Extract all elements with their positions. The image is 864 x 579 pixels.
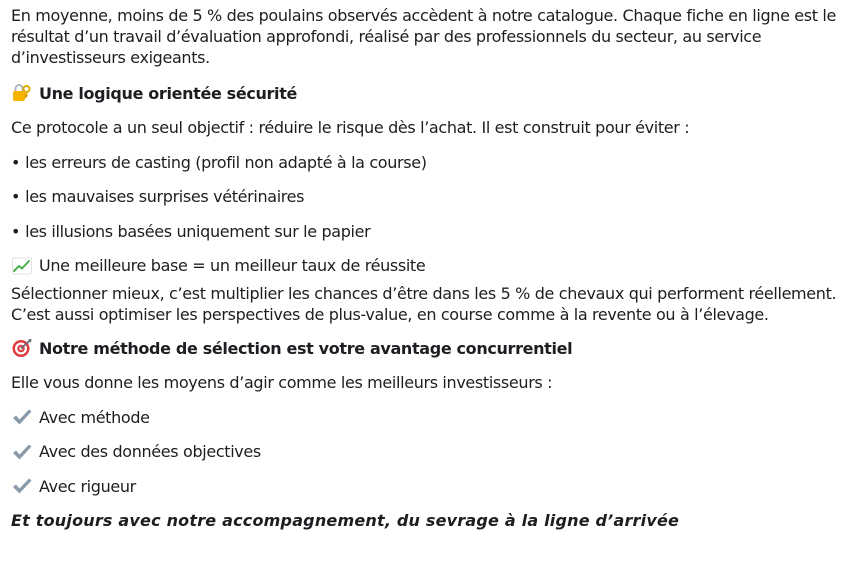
bullet: • — [11, 152, 21, 172]
list-item-text: les mauvaises surprises vétérinaires — [25, 187, 305, 207]
method-intro — [11, 366, 851, 401]
list-item-text: les illusions basées uniquement sur le papier — [25, 221, 371, 241]
success-line — [11, 249, 851, 284]
check-mark-icon — [11, 476, 33, 496]
check-item — [11, 435, 851, 470]
list-item — [11, 214, 851, 249]
bullet: • — [11, 221, 21, 241]
chart-increasing-icon — [11, 256, 33, 276]
security-intro-text: Ce protocole a un seul objectif : réduire le risque dès l’achat. Il est construit pour éviter : — [11, 118, 690, 138]
security-heading-line — [11, 76, 851, 111]
closing-text: Et toujours avec notre accompagnement, du sevrage à la ligne d’arrivée — [11, 511, 680, 531]
check-item-text: Avec rigueur — [39, 476, 136, 496]
post-body — [11, 5, 851, 538]
method-heading-line — [11, 331, 851, 366]
intro-paragraph: En moyenne, moins de 5 % des poulains observés accèdent à notre catalogue. Chaque fiche en ligne est le résultat d’un travail d’évaluation approfondi, réalisé par des professionnels du secteur, au service d’investisseurs exigeants. — [11, 6, 837, 67]
list-item — [11, 145, 851, 180]
method-heading: Notre méthode de sélection est votre avantage concurrentiel — [39, 338, 573, 358]
method-intro-text: Elle vous donne les moyens d’agir comme les meilleurs investisseurs : — [11, 373, 553, 393]
list-item — [11, 180, 851, 215]
security-intro — [11, 111, 851, 146]
closing-line — [11, 504, 851, 539]
check-item — [11, 469, 851, 504]
check-mark-icon — [11, 407, 33, 427]
success-paragraph: Sélectionner mieux, c’est multiplier les chances d’être dans les 5 % de chevaux qui performent réellement. C’est aussi optimiser les perspectives de plus-value, en course comme à la revente ou à l’élevage. — [11, 284, 837, 324]
check-mark-icon — [11, 442, 33, 462]
direct-hit-target-icon — [11, 338, 33, 358]
security-heading: Une logique orientée sécurité — [39, 83, 297, 103]
check-item — [11, 400, 851, 435]
check-item-text: Avec des données objectives — [39, 442, 261, 462]
list-item-text: les erreurs de casting (profil non adapté à la course) — [25, 152, 427, 172]
check-item-text: Avec méthode — [39, 407, 150, 427]
bullet: • — [11, 187, 21, 207]
padlock-key-icon — [11, 83, 33, 103]
success-line-text: Une meilleure base = un meilleur taux de réussite — [39, 256, 426, 276]
